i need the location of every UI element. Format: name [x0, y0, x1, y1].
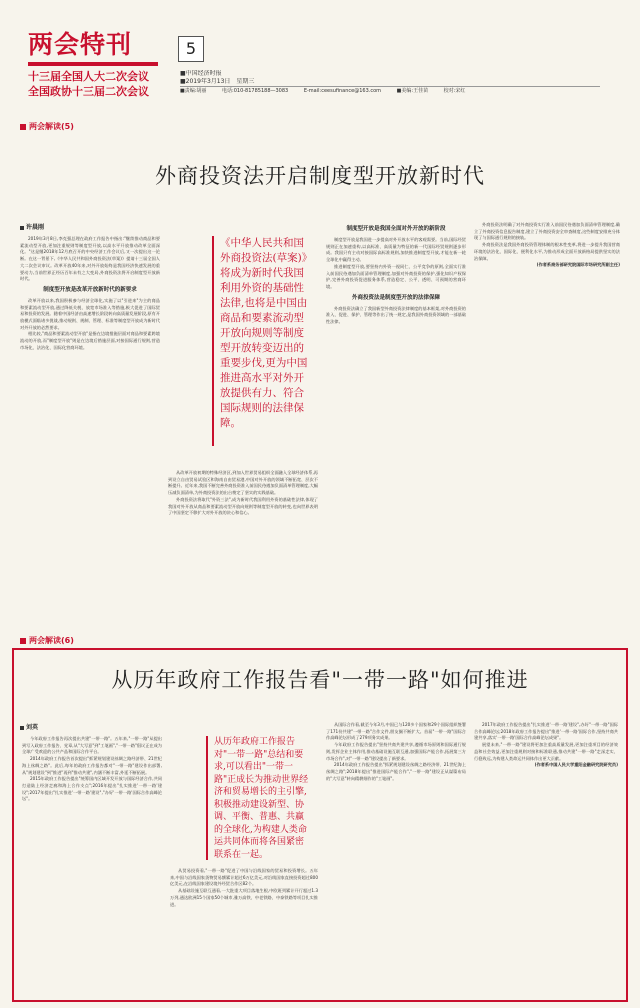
designer-info: ■美编:王佳苗	[396, 88, 429, 94]
paragraph: 外商投资法是我国外商投资管理体制的根本性变革,将进一步提升我国营商环境的法治化、国际化、便利化水平,为推动形成全面开放新格局提供坚实的法治保障。	[474, 242, 620, 261]
paragraph: 今年政府工作报告提出"坚持共商共建共享,遵循市场原则和国际通行规则,发挥企业主体作用,推动基础设施互联互通,加强国际产能合作,拓展第三方市场合作",对"一带一路"建设提出了新要求。	[326, 742, 466, 761]
brand-subtitle-1: 十三届全国人大二次会议	[28, 70, 149, 83]
paragraph: 从国际合作看,截至今年3月,中国已与120多个国家和29个国际组织签署了171份共建"一带一路"合作文件,朋友圈不断扩大。首届"一带一路"国际合作高峰论坛形成了279项务实成果。	[326, 722, 466, 741]
article-1-pull-quote	[212, 236, 312, 446]
author-credit: (作者系中国人民大学重阳金融研究院研究员)	[534, 762, 618, 768]
proofreader-info: 校对:宋红	[443, 88, 466, 94]
author-credit: (作者系商务部研究院国际市场研究所副主任)	[536, 262, 620, 268]
paragraph: 相比较,"商品和要素流动型开放"是指在边境措施层面对商品和要素跨境流动的开放,而"制度型开放"则是在边境后措施层面,对接国际通行规则,营造市场化、法治化、国际化营商环境。	[20, 331, 160, 350]
paragraph: 2015年政府工作报告提出"统筹国内区域开发开放与国际经济合作,共同打造陆上经济走廊和海上合作支点";2016年提出"扎实推进'一带一路'建设";2017年提出"扎实推进'一带一路'建设","办好'一带一路'国际合作高峰论坛"。	[22, 776, 162, 802]
page-number: 5	[178, 36, 204, 62]
byline-marker-icon	[20, 726, 24, 730]
article-2-headline: 从历年政府工作报告看"一带一路"如何推进	[111, 668, 529, 692]
article-1-column-3	[326, 222, 466, 641]
section-label-text: 两会解读(6)	[29, 636, 74, 645]
pull-quote-text: 从历年政府工作报告对"一带一路"总结和要求,可以看出"一带一路"正成长为推动世界经济和贸易增长的主引擎,积极推动建设新型、协调、平衡、普惠、共赢的全球化,为构建人类命运共同体而将各国紧密联系在一起。	[214, 737, 309, 860]
paragraph: 展望未来,"一带一路"建设将更加注重高质量发展,更加注重项目的经济效益和社会效益,更加注重规则对接和标准联通,推动共建"一带一路"走深走实、行稳致远,为构建人类命运共同体作出更大贡献。	[474, 742, 618, 761]
paragraph: 外商投资法确立了我国新型外商投资法律制度的基本框架,对外商投资的准入、促进、保护、管理等作出了统一规定,是我国外商投资领域的一部基础性法律。	[326, 305, 466, 325]
paragraph: 从贸易投资看,"一带一路"促进了中国与沿线国家的贸易和投资增长。五年来,中国与沿线国家货物贸易额累计超过6万亿美元,对沿线国家直接投资超过800亿美元,在沿线国家建设境外经贸合作区82个。	[170, 868, 318, 887]
paragraph: 改革开放以来,我国积极参与经济全球化,实施了以"引进来"为主的商品和要素流动型开放,通过降低关税、放宽市场准入等措施,极大促进了国际贸易和投资的发展。随着中国经济由高速增长阶段转向高质量发展阶段,原有开放模式面临诸多挑战,推动规则、规制、管理、标准等制度型开放成为新时代对外开放的必然要求。	[20, 297, 160, 330]
article-1-headline: 外商投资法开启制度型开放新时代	[155, 164, 485, 188]
article-1-byline	[20, 224, 44, 232]
issue-info-line-2: ■2019年3月13日 星期三	[180, 78, 255, 85]
section-label-2	[20, 636, 74, 646]
article-2-column-4	[474, 722, 618, 996]
article-2-column-3	[326, 722, 466, 996]
issue-info	[180, 70, 600, 86]
brand-block	[28, 30, 158, 102]
paragraph: 外商投资法将取代"外资三法",成为新时代我国利用外资的基础性法律,体现了我国对外开放从商品和要素流动型开放向规则等制度型开放的转变,也向世界表明了中国坚定不移扩大对外开放的决心和信心。	[168, 496, 318, 516]
paragraph: 外商投资法明确了对外商投资实行准入前国民待遇加负面清单管理制度,确立了外商投资信息报告制度,建立了外商投资安全审查制度,这些制度安排充分体现了与国际通行规则的接轨。	[474, 222, 620, 241]
paragraph: 2019年3月8日,李克强总理在政府工作报告中指出:"继续推动商品和要素流动型开放,更加注重规则等制度型开放,以高水平开放推动改革全面深化。"这是继2018年12月底召开的中央经济工作会议后,又一次提出这一论断。在这一背景下,《中华人民共和国外商投资法(草案)》提请十三届全国人大二次会议审议。改革开放40年来,对外开放始终是我国经济快速发展的重要动力,当前世界正经历百年未有之大变局,外商投资法将开启制度型开放新时代。	[20, 236, 160, 282]
subheading: 制度型开放是改革开放新时代的新要求	[43, 286, 137, 293]
subheading: 制度型开放是我国全面对外开放的新阶段	[346, 226, 446, 232]
article-2-column-2	[170, 868, 318, 996]
article-1-column-4	[474, 222, 620, 641]
paragraph: 2014年政府工作报告提出"抓紧规划建设丝绸之路经济带、21世纪海上丝绸之路";2018年提出"推进国际产能合作","一带一路"建设正从谋篇布局的"大写意"转向精耕细作的"工笔画"。	[326, 762, 466, 781]
section-marker-icon	[20, 638, 26, 644]
subheading: 外商投资法是制度型开放的法律保障	[351, 294, 440, 301]
paragraph: 制度型开放是我国进一步提高对外开放水平的客观需要。当前,国际经贸规则正在加速重构,以高标准、高质量为特征的新一代国际经贸规则逐步形成。我国只有主动对接国际高标准规则,加快推进制度型开放,才能在新一轮全球化中赢得主动。	[326, 237, 466, 263]
pull-quote-text: 《中华人民共和国外商投资法(草案)》将成为新时代我国利用外资的基础性法律,也将是中国由商品和要素流动型开放向规则等制度型开放转变迈出的重要步伐,更为中国推进高水平对外开放提供有力、符合国际规则的法律保障。	[220, 237, 308, 429]
article-1-column-1	[20, 236, 160, 641]
phone-info: 电话:010-81785188—3083	[222, 88, 289, 94]
paragraph: 2014年政府工作报告首次提出"抓紧规划建设丝绸之路经济带、21世纪海上丝绸之路"。此后,每年的政府工作报告都对"一带一路"建设作出部署,从"规划建设"到"推进"再到"推动共建",内涵不断丰富,外延不断拓展。	[22, 756, 162, 775]
masthead	[0, 0, 640, 112]
article-2-column-1	[22, 736, 162, 996]
paragraph: 2017年政府工作报告提出"扎实推进'一带一路'建设",办好"一带一路"国际合作高峰论坛;2018年政府工作报告提出"推进'一带一路'国际合作,坚持共商共建共享,落实'一带一路'国际合作高峰论坛成果"。	[474, 722, 618, 741]
editor-info: ■责编:胡丽	[180, 88, 207, 94]
paragraph: 从基础设施互联互通看,一大批重大项目落地生根,中欧班列累计开行超过1.3万列,通达欧洲15个国家50个城市,雅万高铁、中老铁路、中泰铁路等项目扎实推进。	[170, 888, 318, 907]
brand-subtitle-2: 全国政协十三届二次会议	[28, 85, 149, 98]
paragraph: 从改革开放初期的特殊经济区,到加入世界贸易组织全面融入全球经济体系,再到设立自由贸易试验区和海南自由贸易港,中国对外开放的领域不断拓宽、层次不断提升。近年来,我国不断完善外商投资准入前国民待遇加负面清单管理制度,大幅压减负面清单,为外商投资法的出台奠定了坚实的实践基础。	[168, 470, 318, 496]
section-label-text: 两会解读(5)	[29, 122, 74, 131]
brand-title: 两会特刊	[28, 30, 133, 59]
editor-info-row	[180, 86, 600, 95]
byline-text: 许晨刚	[26, 224, 45, 231]
paragraph: 推进制度型开放,要坚持内外资一视同仁、公平竞争的原则,全面实行准入前国民待遇加负面清单管理制度,加强对外商投资的保护,强化知识产权保护,完善外商投资促进服务体系,营造稳定、公平、透明、可预期的营商环境。	[326, 263, 466, 289]
byline-marker-icon	[20, 226, 24, 230]
article-1-column-2	[168, 470, 318, 641]
byline-text: 刘英	[26, 724, 39, 731]
article-2-pull-quote	[206, 736, 310, 860]
email-info: E-mail:ceesufinance@163.com	[303, 88, 382, 94]
paragraph: 今年政府工作报告再次提出共建"一带一路"。五年来,"一带一路"从提出到写入政府工作报告、党章,从"大写意"到"工笔画","一带一路"倡议正在成为全球广受欢迎的公共产品和国际合作平台。	[22, 736, 162, 755]
section-marker-icon	[20, 124, 26, 130]
article-2-byline	[20, 724, 38, 732]
section-label-1	[20, 122, 74, 132]
brand-divider	[28, 62, 158, 66]
issue-info-line-1: ■中国经济时报	[180, 70, 222, 77]
